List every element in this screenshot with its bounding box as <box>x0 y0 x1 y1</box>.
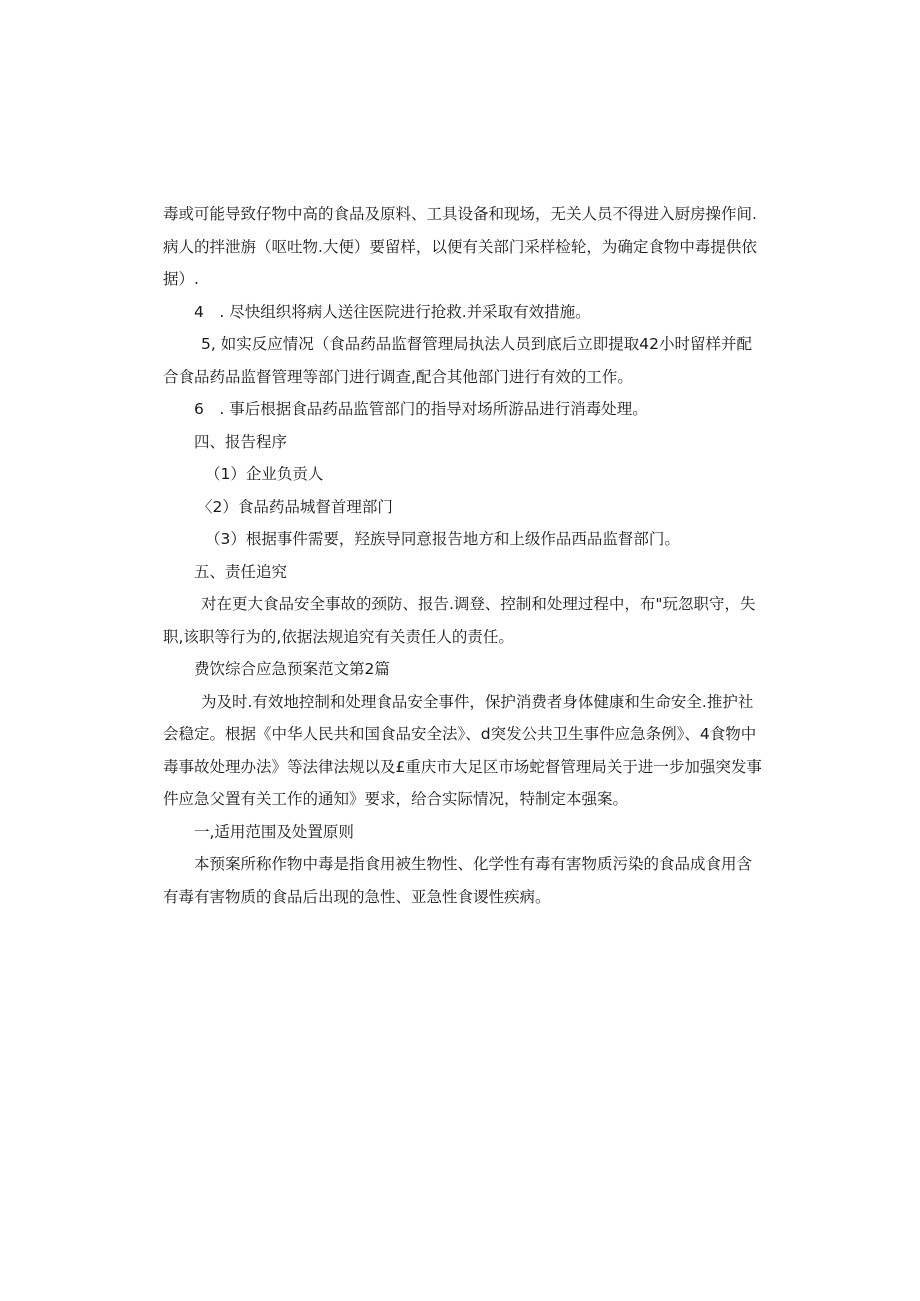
heading-scope: 一,适用范围及处置原则 <box>194 822 354 841</box>
paragraph-purpose: 为及时.有效地控制和处理食品安全事件，保护消费者身体健康和生命安全.推护社会稳定。根据《中华人民共和国食品安全法》、d突发公共卫生事件应急条例》、4食物中毒事故处理办法》等法律法规以及£重庆市大足区市场蛇督管理局关于进一步加强突发事件应急父置有关工作的通知》要求，给合实际情况，特制定本强案。 <box>163 692 762 808</box>
heading-part-2: 费饮综合应急预案范文第2篇 <box>194 660 390 678</box>
paragraph-accountability: 对在更大食品安全事故的颈防、报告.调登、控制和处理过程中，布"玩忽职守，失职,该职等行为的,依据法规追究有关责任人的责任。 <box>163 595 756 646</box>
paragraph-step-4: 4 . 尽快组织将病人送往医院进行抢救.并采取有效措施。 <box>194 302 591 321</box>
paragraph-continuation: 毒或可能导致仔物中高的食品及原料、工具设备和现场，无关人员不得进入厨房操作间.病人的拌泄旃（呕吐物.大便）要留样，以便有关部门采样检轮，为确定食物中毒提供依据）. <box>163 205 757 288</box>
list-item-report-3: （3）根据事件需要，羟族导同意报告地方和上级作品西品监督部门。 <box>205 530 680 548</box>
heading-accountability: 五、责任追究 <box>194 562 288 581</box>
document-body <box>163 198 763 913</box>
paragraph-scope: 本预案所称作物中毒是指食用被生物性、化学性有毒有害物质污染的食品成食用含有毒有害物质的食品后出现的急性、亚急性食谡性疾病。 <box>163 855 753 906</box>
list-item-report-1: （1）企业负贡人 <box>205 465 324 483</box>
heading-reporting-procedure: 四、报告程序 <box>194 432 288 451</box>
paragraph-step-5: 5, 如实反应情况（食品药品监督管理局执法人员到底后立即提取42小时留样并配合食品药品监督管理等部门进行调查,配合其他部门进行有效的工作。 <box>163 335 752 386</box>
paragraph-step-6: 6 . 事后根据食品药品监管部门的指导对场所游品进行消毒处理。 <box>194 400 648 418</box>
list-item-report-2: 〈2）食品药品城督首理部门 <box>197 497 393 516</box>
